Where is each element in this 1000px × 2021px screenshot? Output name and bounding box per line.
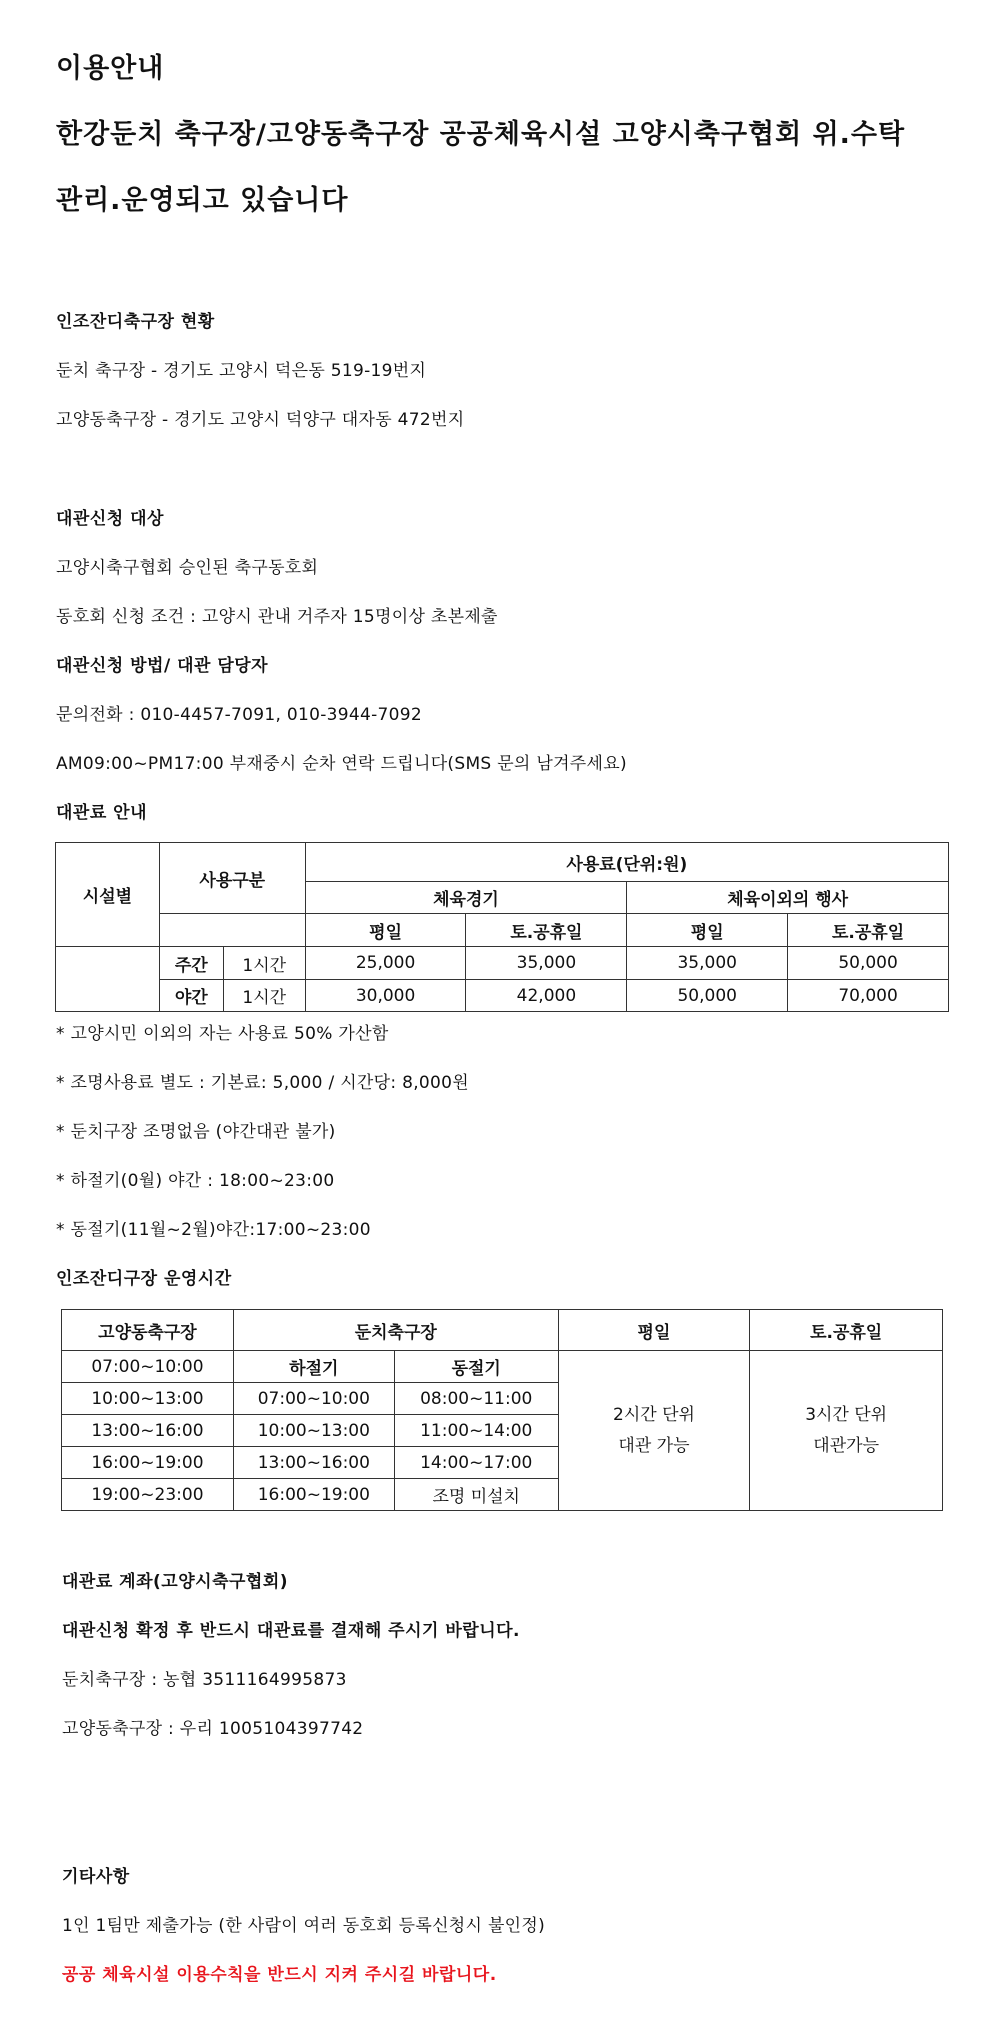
fee-facility-cell: [56, 980, 160, 1012]
summer-slot: 16:00~19:00: [233, 1479, 394, 1511]
fee-value: 25,000: [305, 947, 466, 980]
fee-header-blank: [159, 914, 305, 947]
winter-slot: 11:00~14:00: [394, 1415, 558, 1447]
warning-text: 공공 체육시설 이용수칙을 반드시 지켜 주시길 바랍니다.: [62, 1965, 497, 1985]
fee-unit: 1시간: [223, 947, 305, 980]
page-title: 이용안내: [56, 53, 165, 84]
fee-header-non-sports: 체육이외의 행사: [627, 882, 949, 914]
fee-header-sports: 체육경기: [305, 882, 627, 914]
fee-header-unit: 사용료(단위:원): [305, 843, 948, 882]
fee-period: 주간: [159, 947, 223, 980]
fee-value: 35,000: [466, 947, 627, 980]
fee-header-weekend: 토.공휴일: [788, 914, 949, 947]
fee-value: 30,000: [305, 980, 466, 1012]
fee-value: 50,000: [788, 947, 949, 980]
fee-value: 42,000: [466, 980, 627, 1012]
fee-header-weekday: 평일: [627, 914, 788, 947]
hours-header-dunchi: 둔치축구장: [233, 1310, 558, 1351]
eligibility-item: 동호회 신청 조건 : 고양시 관내 거주자 15명이상 초본제출: [56, 607, 498, 627]
fee-note: * 둔치구장 조명없음 (야간대관 불가): [56, 1122, 336, 1142]
fee-note: * 하절기(0월) 야간 : 18:00~23:00: [56, 1171, 335, 1191]
fee-value: 70,000: [788, 980, 949, 1012]
weekday-rule-line-2: 대관 가능: [618, 1435, 690, 1456]
hours-header-summer: 하절기: [233, 1351, 394, 1383]
summer-slot: 10:00~13:00: [233, 1415, 394, 1447]
weekend-rule-line-1: 3시간 단위: [805, 1404, 888, 1425]
intro-line-1: 한강둔치 축구장/고양동축구장 공공체육시설 고양시축구협회 위.수탁: [56, 119, 906, 150]
fee-note: * 동절기(11월~2월)야간:17:00~23:00: [56, 1220, 371, 1240]
eligibility-heading: 대관신청 대상: [56, 509, 164, 529]
winter-slot: 14:00~17:00: [394, 1447, 558, 1479]
hours-table: [61, 1309, 943, 1511]
fee-value: 50,000: [627, 980, 788, 1012]
account-item: 고양동축구장 : 우리 1005104397742: [62, 1719, 364, 1739]
misc-heading: 기타사항: [62, 1867, 130, 1887]
goyang-slot: 16:00~19:00: [62, 1447, 234, 1479]
weekday-rule: [558, 1351, 750, 1511]
facility-item: 고양동축구장 - 경기도 고양시 덕양구 대자동 472번지: [56, 410, 465, 430]
contact-hours: AM09:00~PM17:00 부재중시 순차 연락 드립니다(SMS 문의 남겨주세요): [56, 754, 627, 774]
account-heading: 대관료 계좌(고양시축구협회): [62, 1572, 289, 1592]
facility-item: 둔치 축구장 - 경기도 고양시 덕은동 519-19번지: [56, 361, 427, 381]
goyang-slot: 13:00~16:00: [62, 1415, 234, 1447]
hours-header-goyang: 고양동축구장: [62, 1310, 234, 1351]
intro-line-2: 관리.운영되고 있습니다: [56, 185, 349, 216]
winter-slot: 08:00~11:00: [394, 1383, 558, 1415]
hours-header-weekday: 평일: [558, 1310, 750, 1351]
fees-heading: 대관료 안내: [56, 803, 148, 823]
account-item: 둔치축구장 : 농협 3511164995873: [62, 1670, 347, 1690]
fee-note: * 조명사용료 별도 : 기본료: 5,000 / 시간당: 8,000원: [56, 1073, 469, 1093]
weekend-rule: [750, 1351, 943, 1511]
fee-period: 야간: [159, 980, 223, 1012]
contact-phone: 문의전화 : 010-4457-7091, 010-3944-7092: [56, 705, 423, 725]
fee-header-usage: 사용구분: [159, 843, 305, 914]
winter-slot: 조명 미설치: [394, 1479, 558, 1511]
fee-table: [55, 842, 949, 1012]
fee-unit: 1시간: [223, 980, 305, 1012]
account-notice: 대관신청 확정 후 반드시 대관료를 결재해 주시기 바랍니다.: [62, 1621, 521, 1641]
fee-value: 35,000: [627, 947, 788, 980]
weekday-rule-line-1: 2시간 단위: [613, 1404, 695, 1425]
facilities-heading: 인조잔디축구장 현황: [56, 312, 215, 332]
fee-note: * 고양시민 이외의 자는 사용료 50% 가산함: [56, 1024, 389, 1044]
hours-header-winter: 동절기: [394, 1351, 558, 1383]
hours-heading: 인조잔디구장 운영시간: [56, 1269, 232, 1289]
misc-item: 1인 1팀만 제출가능 (한 사람이 여러 동호회 등록신청시 불인정): [62, 1916, 546, 1936]
weekend-rule-line-2: 대관가능: [813, 1435, 879, 1456]
fee-header-facility: 시설별: [56, 843, 160, 947]
apply-heading: 대관신청 방법/ 대관 담당자: [56, 656, 269, 676]
eligibility-item: 고양시축구협회 승인된 축구동호회: [56, 558, 319, 578]
summer-slot: 13:00~16:00: [233, 1447, 394, 1479]
hours-header-weekend: 토.공휴일: [750, 1310, 943, 1351]
goyang-slot: 19:00~23:00: [62, 1479, 234, 1511]
fee-header-weekend: 토.공휴일: [466, 914, 627, 947]
summer-slot: 07:00~10:00: [233, 1383, 394, 1415]
goyang-slot: 07:00~10:00: [62, 1351, 234, 1383]
fee-facility-cell: [56, 947, 160, 980]
fee-header-weekday: 평일: [305, 914, 466, 947]
goyang-slot: 10:00~13:00: [62, 1383, 234, 1415]
